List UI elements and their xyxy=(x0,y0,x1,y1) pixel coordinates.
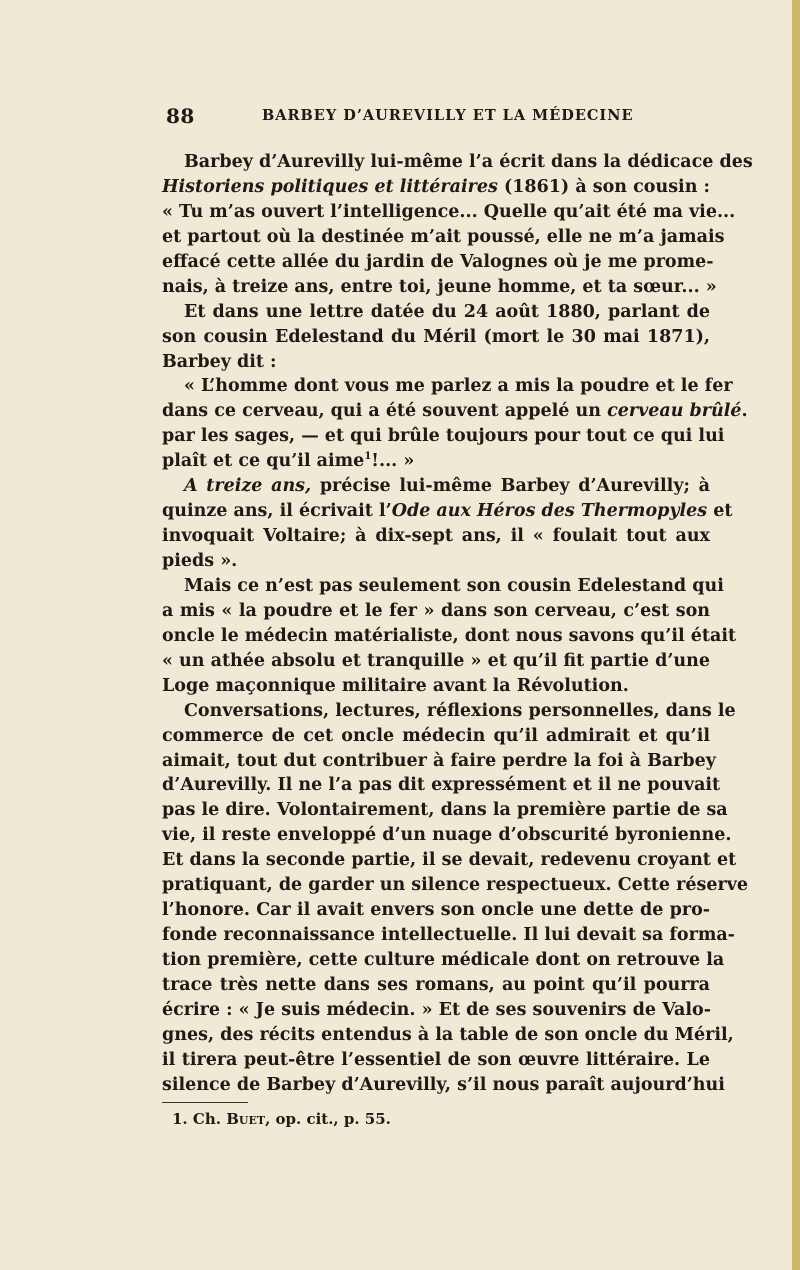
text-line: Mais ce n’est pas seulement son cousin Edelestand qui xyxy=(184,575,724,596)
text-line: a mis « la poudre et le fer » dans son cerveau, c’est son xyxy=(162,600,710,621)
text-line: Barbey dit : xyxy=(162,351,277,372)
text-line: invoquait Voltaire; à dix-sept ans, il « foulait tout aux xyxy=(162,526,710,547)
running-head xyxy=(166,100,726,132)
text-line: aimait, tout dut contribuer à faire perdre la foi à Barbey xyxy=(162,750,716,771)
footnote-ref: 1 xyxy=(364,451,372,463)
text-line: fonde reconnaissance intellectuelle. Il lui devait sa forma- xyxy=(162,925,735,946)
footnote-rule xyxy=(162,1102,248,1103)
text-line: gnes, des récits entendus à la table de son oncle du Méril, xyxy=(162,1024,734,1045)
text-line: et partout où la destinée m’ait poussé, elle ne m’a jamais xyxy=(162,226,725,247)
text-line: d’Aurevilly. Il ne l’a pas dit expressément et il ne pouvait xyxy=(162,775,721,796)
text-line: Et dans la seconde partie, il se devait, redevenu croyant et xyxy=(162,850,737,871)
text-line: effacé cette allée du jardin de Valognes où je me prome- xyxy=(162,251,714,272)
text-line: Barbey d’Aurevilly lui-même l’a écrit dans la dédicace des xyxy=(184,152,753,172)
footnote: 1. Ch. Buet, op. cit., p. 55. xyxy=(172,1110,391,1128)
text-line: pieds ». xyxy=(162,551,238,571)
text-line: il tirera peut-être l’essentiel de son œuvre littéraire. Le xyxy=(162,1049,710,1070)
text-line: dans ce cerveau, qui a été souvent appelé un cerveau brûlé. xyxy=(162,401,748,422)
running-title: BARBEY D’AUREVILLY ET LA MÉDECINE xyxy=(262,107,634,124)
text-line: écrire : « Je suis médecin. » Et de ses souvenirs de Valo- xyxy=(162,999,711,1020)
text-line: pas le dire. Volontairement, dans la première partie de sa xyxy=(162,800,728,821)
body-text xyxy=(162,150,753,1098)
text-line: A treize ans, précise lui-même Barbey d’Aurevilly; à xyxy=(184,476,710,497)
text-line: par les sages, — et qui brûle toujours pour tout ce qui lui xyxy=(162,426,725,447)
text-line: plaît et ce qu’il aime$^1$!... » xyxy=(162,451,415,472)
text-line: pratiquant, de garder un silence respectueux. Cette réserve xyxy=(162,875,749,896)
page-number: 88 xyxy=(166,104,195,128)
text-line: « L’homme dont vous me parlez a mis la poudre et le fer xyxy=(184,376,733,397)
text-line: quinze ans, il écrivait l’Ode aux Héros des Thermopyles et xyxy=(162,501,733,522)
text-line: Historiens politiques et littéraires (1861) à son cousin : xyxy=(162,176,710,197)
text-line: vie, il reste enveloppé d’un nuage d’obscurité byronienne. xyxy=(162,825,732,846)
text-line: silence de Barbey d’Aurevilly, s’il nous paraît aujourd’hui xyxy=(162,1074,725,1095)
text-line: son cousin Edelestand du Méril (mort le 30 mai 1871), xyxy=(162,326,710,347)
text-line: Et dans une lettre datée du 24 août 1880, parlant de xyxy=(184,301,710,322)
text-line: oncle le médecin matérialiste, dont nous savons qu’il était xyxy=(162,625,737,646)
text-line: tion première, cette culture médicale dont on retrouve la xyxy=(162,950,725,970)
text-line: nais, à treize ans, entre toi, jeune homme, et ta sœur... » xyxy=(162,276,717,297)
text-line: « un athée absolu et tranquille » et qu’il fit partie d’une xyxy=(162,650,710,671)
text-line: Conversations, lectures, réflexions personnelles, dans le xyxy=(184,700,736,721)
text-line: commerce de cet oncle médecin qu’il admirait et qu’il xyxy=(162,725,710,746)
text-line: trace très nette dans ses romans, au point qu’il pourra xyxy=(162,974,710,995)
italic-title: Historiens politiques et littéraires xyxy=(162,176,498,197)
text-line: l’honore. Car il avait envers son oncle une dette de pro- xyxy=(162,900,710,921)
text-line: Loge maçonnique militaire avant la Révolution. xyxy=(162,675,629,696)
text-line: « Tu m’as ouvert l’intelligence... Quelle qu’ait été ma vie... xyxy=(162,201,736,222)
footnote-author: Buet xyxy=(226,1110,266,1128)
page-edge xyxy=(792,0,800,1270)
